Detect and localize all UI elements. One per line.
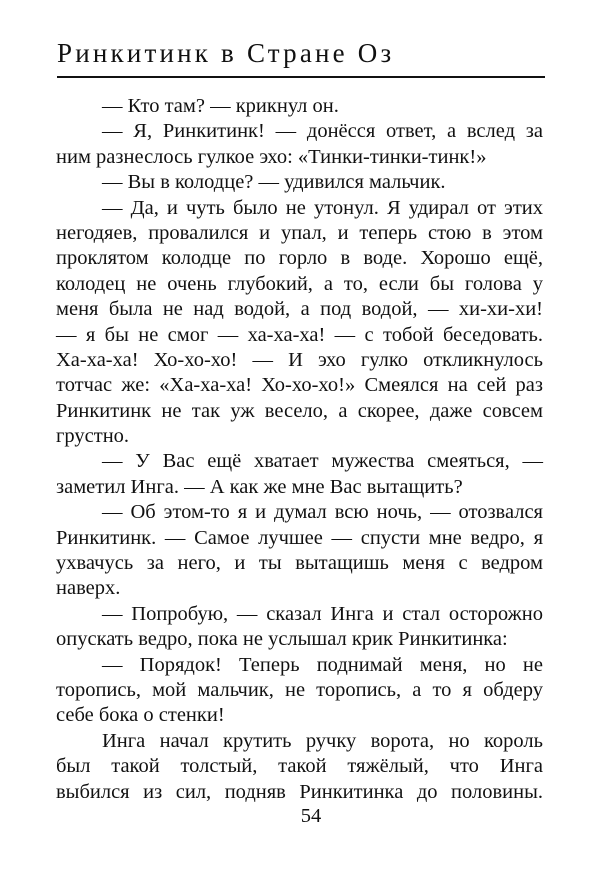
text-line: ним разнеслось гулкое эхо: «Тинки-тинки-тинк!» bbox=[56, 145, 487, 168]
text-line: себе бока о стенки! bbox=[56, 704, 225, 727]
body-text bbox=[56, 94, 543, 805]
text-line: заметил Инга. — А как же мне Вас вытащить? bbox=[56, 475, 463, 498]
text-line: — Об этом-то я и думал всю ночь, — отозвался bbox=[102, 501, 543, 524]
text-line: — Порядок! Теперь поднимай меня, но не bbox=[102, 653, 543, 676]
text-line: — Я, Ринкитинк! — донёсся ответ, а вслед за bbox=[102, 120, 543, 143]
text-line: был такой толстый, такой тяжёлый, что Инга bbox=[56, 755, 543, 778]
text-line: — Попробую, — сказал Инга и стал осторожно bbox=[102, 602, 543, 625]
text-line: опускать ведро, пока не услышал крик Ринкитинка: bbox=[56, 628, 508, 651]
text-line: — Вы в колодце? — удивился мальчик. bbox=[102, 171, 446, 194]
text-line: негодяев, провалился и упал, и теперь стою в этом bbox=[56, 221, 543, 244]
text-line: наверх. bbox=[56, 577, 121, 600]
text-line: тотчас же: «Ха-ха-ха! Хо-хо-хо!» Смеялся на сей раз bbox=[56, 374, 543, 397]
text-line: ухвачусь за него, и ты вытащишь меня с ведром bbox=[56, 552, 543, 575]
page-number: 54 bbox=[300, 805, 322, 827]
text-line: грустно. bbox=[56, 425, 130, 448]
running-title: Ринкитинк в Стране Оз bbox=[57, 38, 395, 68]
text-line: проклятом колодце по горло в воде. Хорошо ещё, bbox=[56, 247, 543, 270]
text-line: Ринкитинк не так уж весело, а скорее, даже совсем bbox=[56, 399, 543, 422]
text-line: торопись, мой мальчик, не торопись, а то я обдеру bbox=[56, 678, 543, 701]
text-line: — Да, и чуть было не утонул. Я удирал от этих bbox=[102, 196, 543, 219]
text-line: — Кто там? — крикнул он. bbox=[102, 95, 339, 117]
header-rule bbox=[57, 76, 545, 78]
text-line: Ринкитинк. — Самое лучшее — спусти мне ведро, я bbox=[56, 526, 543, 549]
text-line: — я бы не смог — ха-ха-ха! — с тобой беседовать. bbox=[56, 323, 543, 346]
text-line: меня была не над водой, а под водой, — хи-хи-хи! bbox=[56, 298, 543, 321]
text-line: Ха-ха-ха! Хо-хо-хо! — И эхо гулко откликнулось bbox=[56, 348, 543, 371]
text-line: — У Вас ещё хватает мужества смеяться, — bbox=[102, 450, 543, 473]
text-line: колодец не очень глубокий, а то, если бы голова у bbox=[56, 272, 543, 295]
text-line: выбился из сил, подняв Ринкитинка до половины. bbox=[56, 780, 543, 803]
text-line: Инга начал крутить ручку ворота, но король bbox=[102, 729, 543, 752]
